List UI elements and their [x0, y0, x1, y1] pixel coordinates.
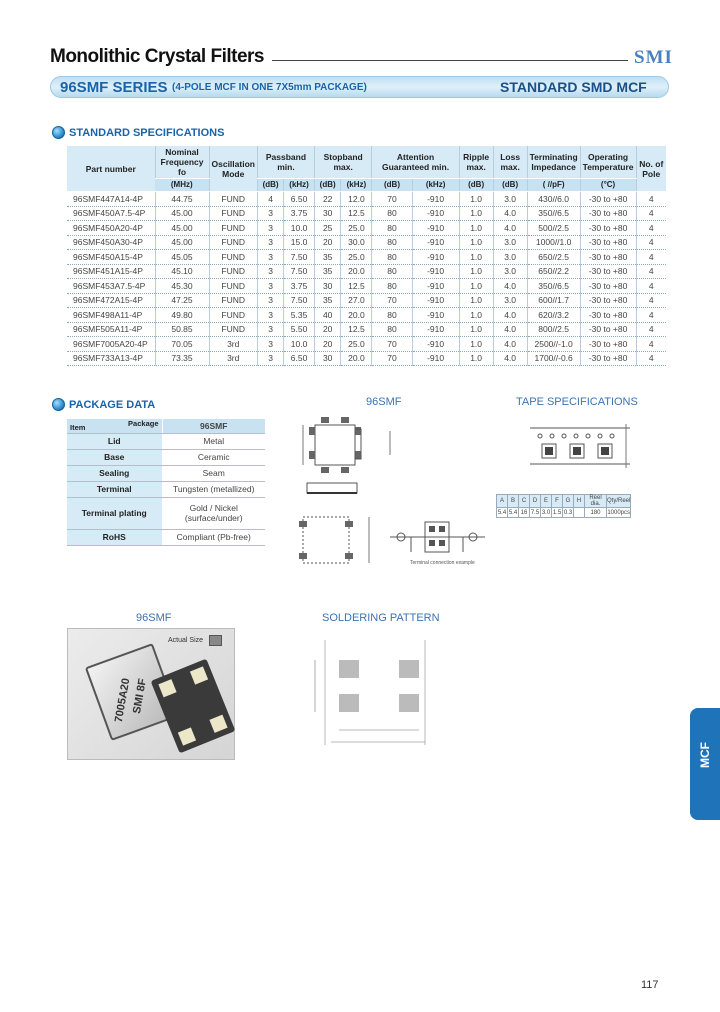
table-cell: 5.35: [284, 308, 315, 323]
table-cell: 45.05: [155, 250, 209, 265]
package-value: Tungsten (metallized): [162, 481, 265, 497]
tape-header-row: [497, 495, 631, 508]
table-cell: 600//1.7: [527, 293, 580, 308]
col-header: Part number: [67, 146, 155, 192]
col-header: Stopband max.: [314, 146, 372, 179]
package-value: Metal: [162, 433, 265, 449]
table-cell: 10.0: [284, 221, 315, 236]
table-cell: 4.0: [493, 308, 527, 323]
table-cell: 12.5: [341, 322, 372, 337]
table-cell: 80: [372, 221, 412, 236]
table-cell: 1.0: [459, 250, 493, 265]
table-cell: 5.50: [284, 322, 315, 337]
table-cell: 4.0: [493, 279, 527, 294]
bullet-icon: [52, 126, 65, 139]
tape-value-row: [497, 508, 631, 518]
chip-marking: 7005A20: [112, 677, 133, 724]
package-label: Lid: [67, 433, 162, 449]
tape-header-cell: B: [508, 495, 519, 508]
col-header: Operating Temperature: [580, 146, 636, 179]
table-cell: 40: [314, 308, 341, 323]
table-cell: -910: [412, 322, 459, 337]
col-header: Attention Guaranteed min.: [372, 146, 459, 179]
table-cell: 20: [314, 337, 341, 352]
table-cell: 80: [372, 322, 412, 337]
package-label: Terminal: [67, 481, 162, 497]
table-cell: -30 to +80: [580, 235, 636, 250]
table-cell: 70: [372, 293, 412, 308]
table-cell: 96SMF7005A20-4P: [73, 338, 148, 349]
table-cell: 1.0: [459, 322, 493, 337]
table-cell: 25.0: [341, 250, 372, 265]
table-cell: 96SMF450A20-4P: [73, 222, 143, 233]
table-cell: 3: [257, 250, 283, 265]
table-cell: 4: [257, 192, 283, 207]
table-cell: 4: [636, 221, 666, 236]
table-row: [67, 337, 666, 352]
package-model: 96SMF: [162, 419, 265, 433]
table-cell: 4: [636, 264, 666, 279]
table-cell: 1.0: [459, 293, 493, 308]
tape-spec-table: [496, 494, 631, 518]
table-cell: 96SMF451A15-4P: [73, 266, 143, 277]
table-cell: 1000//1.0: [527, 235, 580, 250]
package-header-item: Item: [70, 422, 86, 432]
table-cell: 96SMF447A14-4P: [73, 193, 143, 204]
table-cell: 1.0: [459, 235, 493, 250]
table-cell: 3: [257, 206, 283, 221]
table-cell: 96SMF733A13-4P: [73, 353, 143, 364]
table-cell: 96SMF450A30-4P: [73, 237, 143, 248]
table-cell: -30 to +80: [580, 351, 636, 366]
table-cell: 4: [636, 337, 666, 352]
table-cell: 4: [636, 293, 666, 308]
table-cell: 80: [372, 264, 412, 279]
table-cell: -30 to +80: [580, 264, 636, 279]
tape-header-cell: H: [574, 495, 585, 508]
col-header: Ripple max.: [459, 146, 493, 179]
package-header-cell: [67, 419, 162, 433]
table-row: [67, 351, 666, 366]
table-cell: 7.50: [284, 264, 315, 279]
table-cell: 25: [314, 221, 341, 236]
table-cell: 45.30: [155, 279, 209, 294]
table-cell: 3.75: [284, 279, 315, 294]
table-cell: 30: [314, 206, 341, 221]
table-cell: 4: [636, 235, 666, 250]
table-cell: 30.0: [341, 235, 372, 250]
table-row: [67, 308, 666, 323]
table-row: [67, 206, 666, 221]
table-cell: 4.0: [493, 221, 527, 236]
series-name: 96SMF SERIES: [60, 79, 168, 96]
spec-section-heading: [52, 126, 224, 139]
table-cell: FUND: [209, 279, 257, 294]
table-cell: 20.0: [341, 308, 372, 323]
table-cell: 4: [636, 206, 666, 221]
package-label: Sealing: [67, 465, 162, 481]
actual-size-chip: [209, 635, 222, 646]
table-cell: FUND: [209, 192, 257, 207]
table-row: [67, 293, 666, 308]
table-cell: 10.0: [284, 337, 315, 352]
package-section-heading: [52, 398, 155, 411]
table-cell: -30 to +80: [580, 192, 636, 207]
table-cell: 3: [257, 322, 283, 337]
table-cell: -910: [412, 264, 459, 279]
col-header: Passband min.: [257, 146, 314, 179]
spec-section-title: STANDARD SPECIFICATIONS: [69, 126, 225, 139]
table-cell: 1.0: [459, 192, 493, 207]
table-cell: 7.50: [284, 250, 315, 265]
table-cell: 70: [372, 351, 412, 366]
category-label: STANDARD SMD MCF: [500, 79, 647, 95]
table-cell: 45.00: [155, 206, 209, 221]
table-cell: 1.0: [459, 221, 493, 236]
table-cell: 96SMF450A15-4P: [73, 251, 143, 262]
tape-value-cell: 3.0: [541, 509, 551, 516]
table-cell: FUND: [209, 293, 257, 308]
table-cell: 430//6.0: [527, 192, 580, 207]
table-cell: FUND: [209, 308, 257, 323]
title-rule: [272, 60, 628, 61]
table-cell: 3: [257, 264, 283, 279]
table-cell: 3rd: [209, 337, 257, 352]
unit-header: (kHz): [412, 179, 459, 192]
table-cell: 4.0: [493, 351, 527, 366]
table-cell: -30 to +80: [580, 308, 636, 323]
spec-table-body: [67, 192, 666, 366]
table-cell: 6.50: [284, 192, 315, 207]
table-cell: 1.0: [459, 351, 493, 366]
table-cell: 3: [257, 308, 283, 323]
table-cell: 96SMF472A15-4P: [73, 295, 143, 306]
table-cell: 50.85: [155, 322, 209, 337]
tape-value-cell: 5.4: [497, 509, 507, 516]
page-number: 117: [641, 979, 659, 991]
photo-label: 96SMF: [136, 612, 172, 624]
outline-drawing-label: 96SMF: [366, 396, 402, 408]
table-cell: 45.00: [155, 221, 209, 236]
table-cell: 45.10: [155, 264, 209, 279]
table-cell: -30 to +80: [580, 337, 636, 352]
table-cell: 27.0: [341, 293, 372, 308]
table-cell: -910: [412, 250, 459, 265]
table-row: [67, 279, 666, 294]
table-cell: 3rd: [209, 351, 257, 366]
page-title: Monolithic Crystal Filters: [50, 46, 264, 67]
table-cell: 3: [257, 337, 283, 352]
tape-header-cell: Qty/Reel: [607, 495, 631, 508]
tape-spec-label: TAPE SPECIFICATIONS: [516, 396, 638, 408]
tape-value-cell: 5.4: [508, 509, 518, 516]
table-cell: 3.0: [493, 250, 527, 265]
table-cell: 3: [257, 351, 283, 366]
table-cell: 1.0: [459, 308, 493, 323]
tape-header-cell: C: [519, 495, 530, 508]
table-cell: 30: [314, 279, 341, 294]
col-header: No. of Pole: [636, 146, 666, 192]
table-cell: 20: [314, 322, 341, 337]
table-cell: 620//3.2: [527, 308, 580, 323]
unit-header: (°C): [580, 179, 636, 192]
table-cell: 25.0: [341, 337, 372, 352]
table-cell: 3.0: [493, 192, 527, 207]
package-table: [67, 419, 265, 546]
table-cell: 3: [257, 235, 283, 250]
table-cell: 350//6.5: [527, 279, 580, 294]
table-cell: 44.75: [155, 192, 209, 207]
table-cell: 500//2.5: [527, 221, 580, 236]
table-row: [67, 221, 666, 236]
table-cell: 30: [314, 351, 341, 366]
table-cell: -910: [412, 206, 459, 221]
tape-drawing: [510, 418, 640, 470]
tape-value-cell: 1.5: [552, 509, 562, 516]
tape-header-cell: D: [530, 495, 541, 508]
table-row: [67, 250, 666, 265]
tape-value-cell: 16: [519, 508, 530, 518]
table-cell: -910: [412, 308, 459, 323]
spec-table: [67, 146, 666, 366]
unit-header: (dB): [314, 179, 341, 192]
table-cell: 1.0: [459, 206, 493, 221]
package-value: Compliant (Pb-free): [162, 529, 265, 545]
table-cell: 2500//-1.0: [527, 337, 580, 352]
table-cell: 70.05: [155, 337, 209, 352]
table-cell: FUND: [209, 250, 257, 265]
table-cell: 80: [372, 308, 412, 323]
table-cell: -910: [412, 279, 459, 294]
table-cell: 22: [314, 192, 341, 207]
solder-pattern-drawing: [305, 630, 445, 755]
table-cell: 4: [636, 322, 666, 337]
table-cell: 4: [636, 192, 666, 207]
tape-value-cell: 180: [585, 508, 607, 518]
table-cell: FUND: [209, 206, 257, 221]
table-cell: 35: [314, 264, 341, 279]
table-cell: 12.0: [341, 192, 372, 207]
table-cell: -910: [412, 351, 459, 366]
product-photo: [67, 628, 235, 760]
tape-header-cell: G: [563, 495, 574, 508]
table-cell: 20.0: [341, 351, 372, 366]
unit-header: (MHz): [155, 179, 209, 192]
col-header: Terminating Impedance: [527, 146, 580, 179]
table-row: [67, 322, 666, 337]
table-cell: -910: [412, 293, 459, 308]
unit-header: (kHz): [284, 179, 315, 192]
table-cell: 12.5: [341, 206, 372, 221]
table-cell: 4: [636, 250, 666, 265]
table-cell: 4.0: [493, 206, 527, 221]
table-cell: 12.5: [341, 279, 372, 294]
table-cell: -910: [412, 192, 459, 207]
table-cell: 1700//-0.6: [527, 351, 580, 366]
table-cell: 3.0: [493, 293, 527, 308]
table-cell: 3: [257, 221, 283, 236]
unit-header: (dB): [493, 179, 527, 192]
table-cell: 49.80: [155, 308, 209, 323]
table-cell: 96SMF450A7.5-4P: [73, 208, 146, 219]
table-cell: 15.0: [284, 235, 315, 250]
table-cell: 35: [314, 293, 341, 308]
table-cell: 70: [372, 337, 412, 352]
unit-header: (dB): [257, 179, 283, 192]
chip-marking: SMI 8F: [130, 677, 149, 715]
table-cell: 350//6.5: [527, 206, 580, 221]
package-label: Terminal plating: [67, 497, 162, 529]
tape-value-cell: 7.5: [530, 509, 540, 516]
table-cell: -30 to +80: [580, 279, 636, 294]
table-cell: 4.0: [493, 337, 527, 352]
table-cell: 20: [314, 235, 341, 250]
table-cell: 4.0: [493, 322, 527, 337]
table-cell: 3: [257, 279, 283, 294]
brand-logo: SMI: [634, 47, 673, 68]
package-value: Ceramic: [162, 449, 265, 465]
package-label: RoHS: [67, 529, 162, 545]
package-value: Seam: [162, 465, 265, 481]
table-cell: 96SMF505A11-4P: [73, 324, 143, 335]
table-cell: 47.25: [155, 293, 209, 308]
table-cell: 7.50: [284, 293, 315, 308]
col-header: Oscillation Mode: [209, 146, 257, 192]
side-tab-label: MCF: [698, 742, 712, 768]
table-cell: -30 to +80: [580, 221, 636, 236]
table-cell: FUND: [209, 235, 257, 250]
table-cell: -910: [412, 221, 459, 236]
table-cell: 3: [257, 293, 283, 308]
circuit-diagram: [385, 512, 490, 562]
actual-size-label: Actual Size: [168, 637, 204, 644]
table-cell: 80: [372, 206, 412, 221]
table-cell: -30 to +80: [580, 322, 636, 337]
table-row: [67, 235, 666, 250]
table-cell: 4: [636, 308, 666, 323]
table-cell: 1.0: [459, 337, 493, 352]
table-cell: -30 to +80: [580, 206, 636, 221]
col-header: Nominal Frequency fo: [155, 146, 209, 179]
tape-value-cell: [574, 508, 585, 518]
unit-header: ( //pF): [527, 179, 580, 192]
tape-value-cell: 0.3: [563, 509, 573, 516]
table-cell: 80: [372, 279, 412, 294]
bullet-icon: [52, 398, 65, 411]
table-cell: 96SMF498A11-4P: [73, 309, 143, 320]
table-cell: FUND: [209, 322, 257, 337]
tape-header-cell: Reel dia.: [585, 495, 607, 508]
table-row: [67, 192, 666, 207]
tape-value-cell: 1000pcs: [607, 509, 631, 516]
package-header-package: Package: [128, 419, 159, 428]
table-cell: 6.50: [284, 351, 315, 366]
package-label: Base: [67, 449, 162, 465]
table-cell: 20.0: [341, 264, 372, 279]
table-cell: 3.75: [284, 206, 315, 221]
table-cell: -910: [412, 235, 459, 250]
unit-header: (dB): [372, 179, 412, 192]
unit-header: (dB): [459, 179, 493, 192]
table-cell: 1.0: [459, 264, 493, 279]
table-cell: 3.0: [493, 235, 527, 250]
tape-header-cell: F: [552, 495, 563, 508]
table-cell: 80: [372, 250, 412, 265]
package-section-title: PACKAGE DATA: [69, 398, 156, 411]
tape-header-cell: A: [497, 495, 508, 508]
table-cell: 4: [636, 279, 666, 294]
table-cell: 70: [372, 192, 412, 207]
connection-note: Terminal connection example: [410, 560, 475, 566]
tape-header-cell: E: [541, 495, 552, 508]
table-cell: -30 to +80: [580, 250, 636, 265]
table-cell: -30 to +80: [580, 293, 636, 308]
package-value: Gold / Nickel (surface/under): [162, 497, 265, 529]
table-cell: FUND: [209, 221, 257, 236]
table-row: [67, 264, 666, 279]
col-header: Loss max.: [493, 146, 527, 179]
table-cell: 35: [314, 250, 341, 265]
series-subtitle: (4-POLE MCF IN ONE 7X5mm PACKAGE): [172, 82, 367, 93]
solder-pattern-label: SOLDERING PATTERN: [322, 612, 440, 624]
table-cell: 800//2.5: [527, 322, 580, 337]
table-cell: 25.0: [341, 221, 372, 236]
unit-header: (kHz): [341, 179, 372, 192]
table-cell: FUND: [209, 264, 257, 279]
table-cell: 45.00: [155, 235, 209, 250]
table-cell: 3.0: [493, 264, 527, 279]
table-cell: 4: [636, 351, 666, 366]
table-cell: 80: [372, 235, 412, 250]
table-cell: 650//2.5: [527, 250, 580, 265]
table-cell: 1.0: [459, 279, 493, 294]
table-cell: 73.35: [155, 351, 209, 366]
table-cell: 650//2.2: [527, 264, 580, 279]
table-cell: 96SMF453A7.5-4P: [73, 280, 146, 291]
table-cell: -910: [412, 337, 459, 352]
